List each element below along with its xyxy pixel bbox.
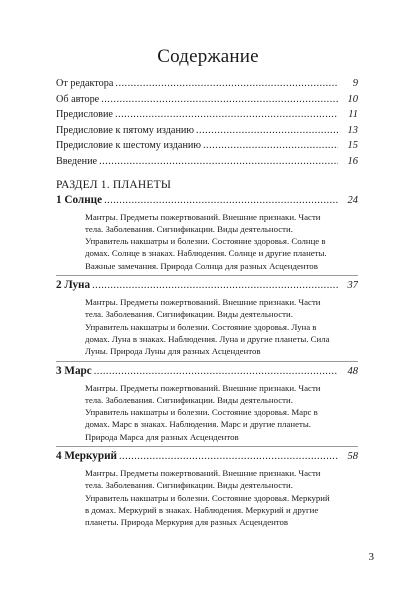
divider bbox=[56, 446, 358, 447]
dot-leader bbox=[99, 156, 338, 167]
toc-entry-introduction bbox=[56, 156, 358, 172]
dot-leader bbox=[196, 125, 338, 136]
toc-entry-page: 13 bbox=[347, 124, 358, 136]
dot-leader bbox=[203, 140, 338, 151]
toc-entry-label: Об авторе bbox=[56, 93, 100, 105]
toc-entry-about-author bbox=[56, 94, 358, 110]
dot-leader bbox=[92, 280, 338, 291]
chapter-title: 4 Меркурий bbox=[56, 450, 117, 463]
page-number: 3 bbox=[368, 551, 374, 563]
chapter-description: Мантры. Предметы пожертвований. Внешние признаки. Части тела. Заболевания. Сигнификации. Виды деятельности. Управитель накшатры и болезни. Состояние здоровья. Меркурий в домах. Меркурий в знаках. Наблюдения. Меркурий и другие планеты. Природа Меркурия для разных Асцендентов bbox=[85, 468, 330, 528]
chapter-title: 3 Марс bbox=[56, 364, 92, 377]
toc-entry-page: 16 bbox=[347, 155, 358, 167]
toc-entry-label: От редактора bbox=[56, 78, 114, 89]
toc-entry-preface-fifth bbox=[56, 125, 358, 141]
chapter-title: 1 Солнце bbox=[56, 193, 103, 206]
toc-entry-page: 10 bbox=[347, 93, 358, 105]
toc-entry-label: Предисловие bbox=[56, 109, 113, 121]
chapter-page: 58 bbox=[347, 451, 358, 463]
dot-leader bbox=[104, 195, 338, 206]
toc-chapter-moon bbox=[56, 279, 358, 361]
toc-entry-preface bbox=[56, 109, 358, 125]
chapter-description: Мантры. Предметы пожертвований. Внешние признаки. Части тела. Заболевания. Сигнификации. Виды деятельности. Управитель накшатры и болезни. Состояние здоровья. Марс в домах. Марс в знаках. Наблюдения. Марс и другие планеты. Природа Марса для разных Асцендентов bbox=[85, 382, 321, 442]
toc-entry-preface-sixth bbox=[56, 140, 358, 156]
dot-leader bbox=[115, 78, 338, 89]
chapter-page: 37 bbox=[347, 280, 358, 292]
dot-leader bbox=[94, 366, 338, 377]
toc-entry-label: Предисловие к пятому изданию bbox=[56, 124, 194, 136]
chapter-description: Мантры. Предметы пожертвований. Внешние признаки. Части тела. Заболевания. Сигнификации. Виды деятельности. Управитель накшатры и болезни. Состояние здоровья. Луна в домах. Луна в знаках. Наблюдения. Луна и другие планеты. Сила Луны. Природа Луны для разных Асцендентов bbox=[85, 297, 330, 357]
chapter-heading-row bbox=[56, 450, 358, 467]
chapter-description: Мантры. Предметы пожертвований. Внешние признаки. Части тела. Заболевания. Сигнификации. Виды деятельности. Управитель накшатры и болезни. Состояние здоровья. Солнце в домах. Солнце в знаках. Наблюдения. Солнце и другие планеты. Важные замечания. Природа Солнца для разных Асцендентов bbox=[85, 211, 327, 271]
toc-chapter-mars bbox=[56, 365, 358, 447]
toc-entry-editor bbox=[56, 78, 358, 94]
divider bbox=[56, 275, 358, 276]
toc-entry-page: 11 bbox=[348, 109, 358, 121]
toc-chapter-mercury bbox=[56, 450, 358, 531]
chapter-page: 48 bbox=[347, 365, 358, 377]
toc-entry-label: Введение bbox=[56, 155, 98, 167]
chapter-page: 24 bbox=[347, 194, 358, 206]
toc-chapter-sun bbox=[56, 194, 358, 276]
table-of-contents bbox=[56, 78, 358, 532]
chapter-heading-row bbox=[56, 194, 358, 211]
toc-entry-label: Предисловие к шестому изданию bbox=[56, 140, 201, 152]
dot-leader bbox=[115, 109, 338, 120]
chapter-title: 2 Луна bbox=[56, 279, 91, 292]
page-title: Содержание bbox=[157, 46, 259, 67]
toc-entry-page: 9 bbox=[352, 78, 358, 89]
divider bbox=[56, 361, 358, 362]
chapter-heading-row bbox=[56, 279, 358, 296]
chapter-heading-row bbox=[56, 365, 358, 382]
toc-entry-page: 15 bbox=[347, 140, 358, 152]
dot-leader bbox=[119, 451, 338, 462]
dot-leader bbox=[101, 94, 338, 105]
section-heading: РАЗДЕЛ 1. ПЛАНЕТЫ bbox=[56, 178, 172, 191]
